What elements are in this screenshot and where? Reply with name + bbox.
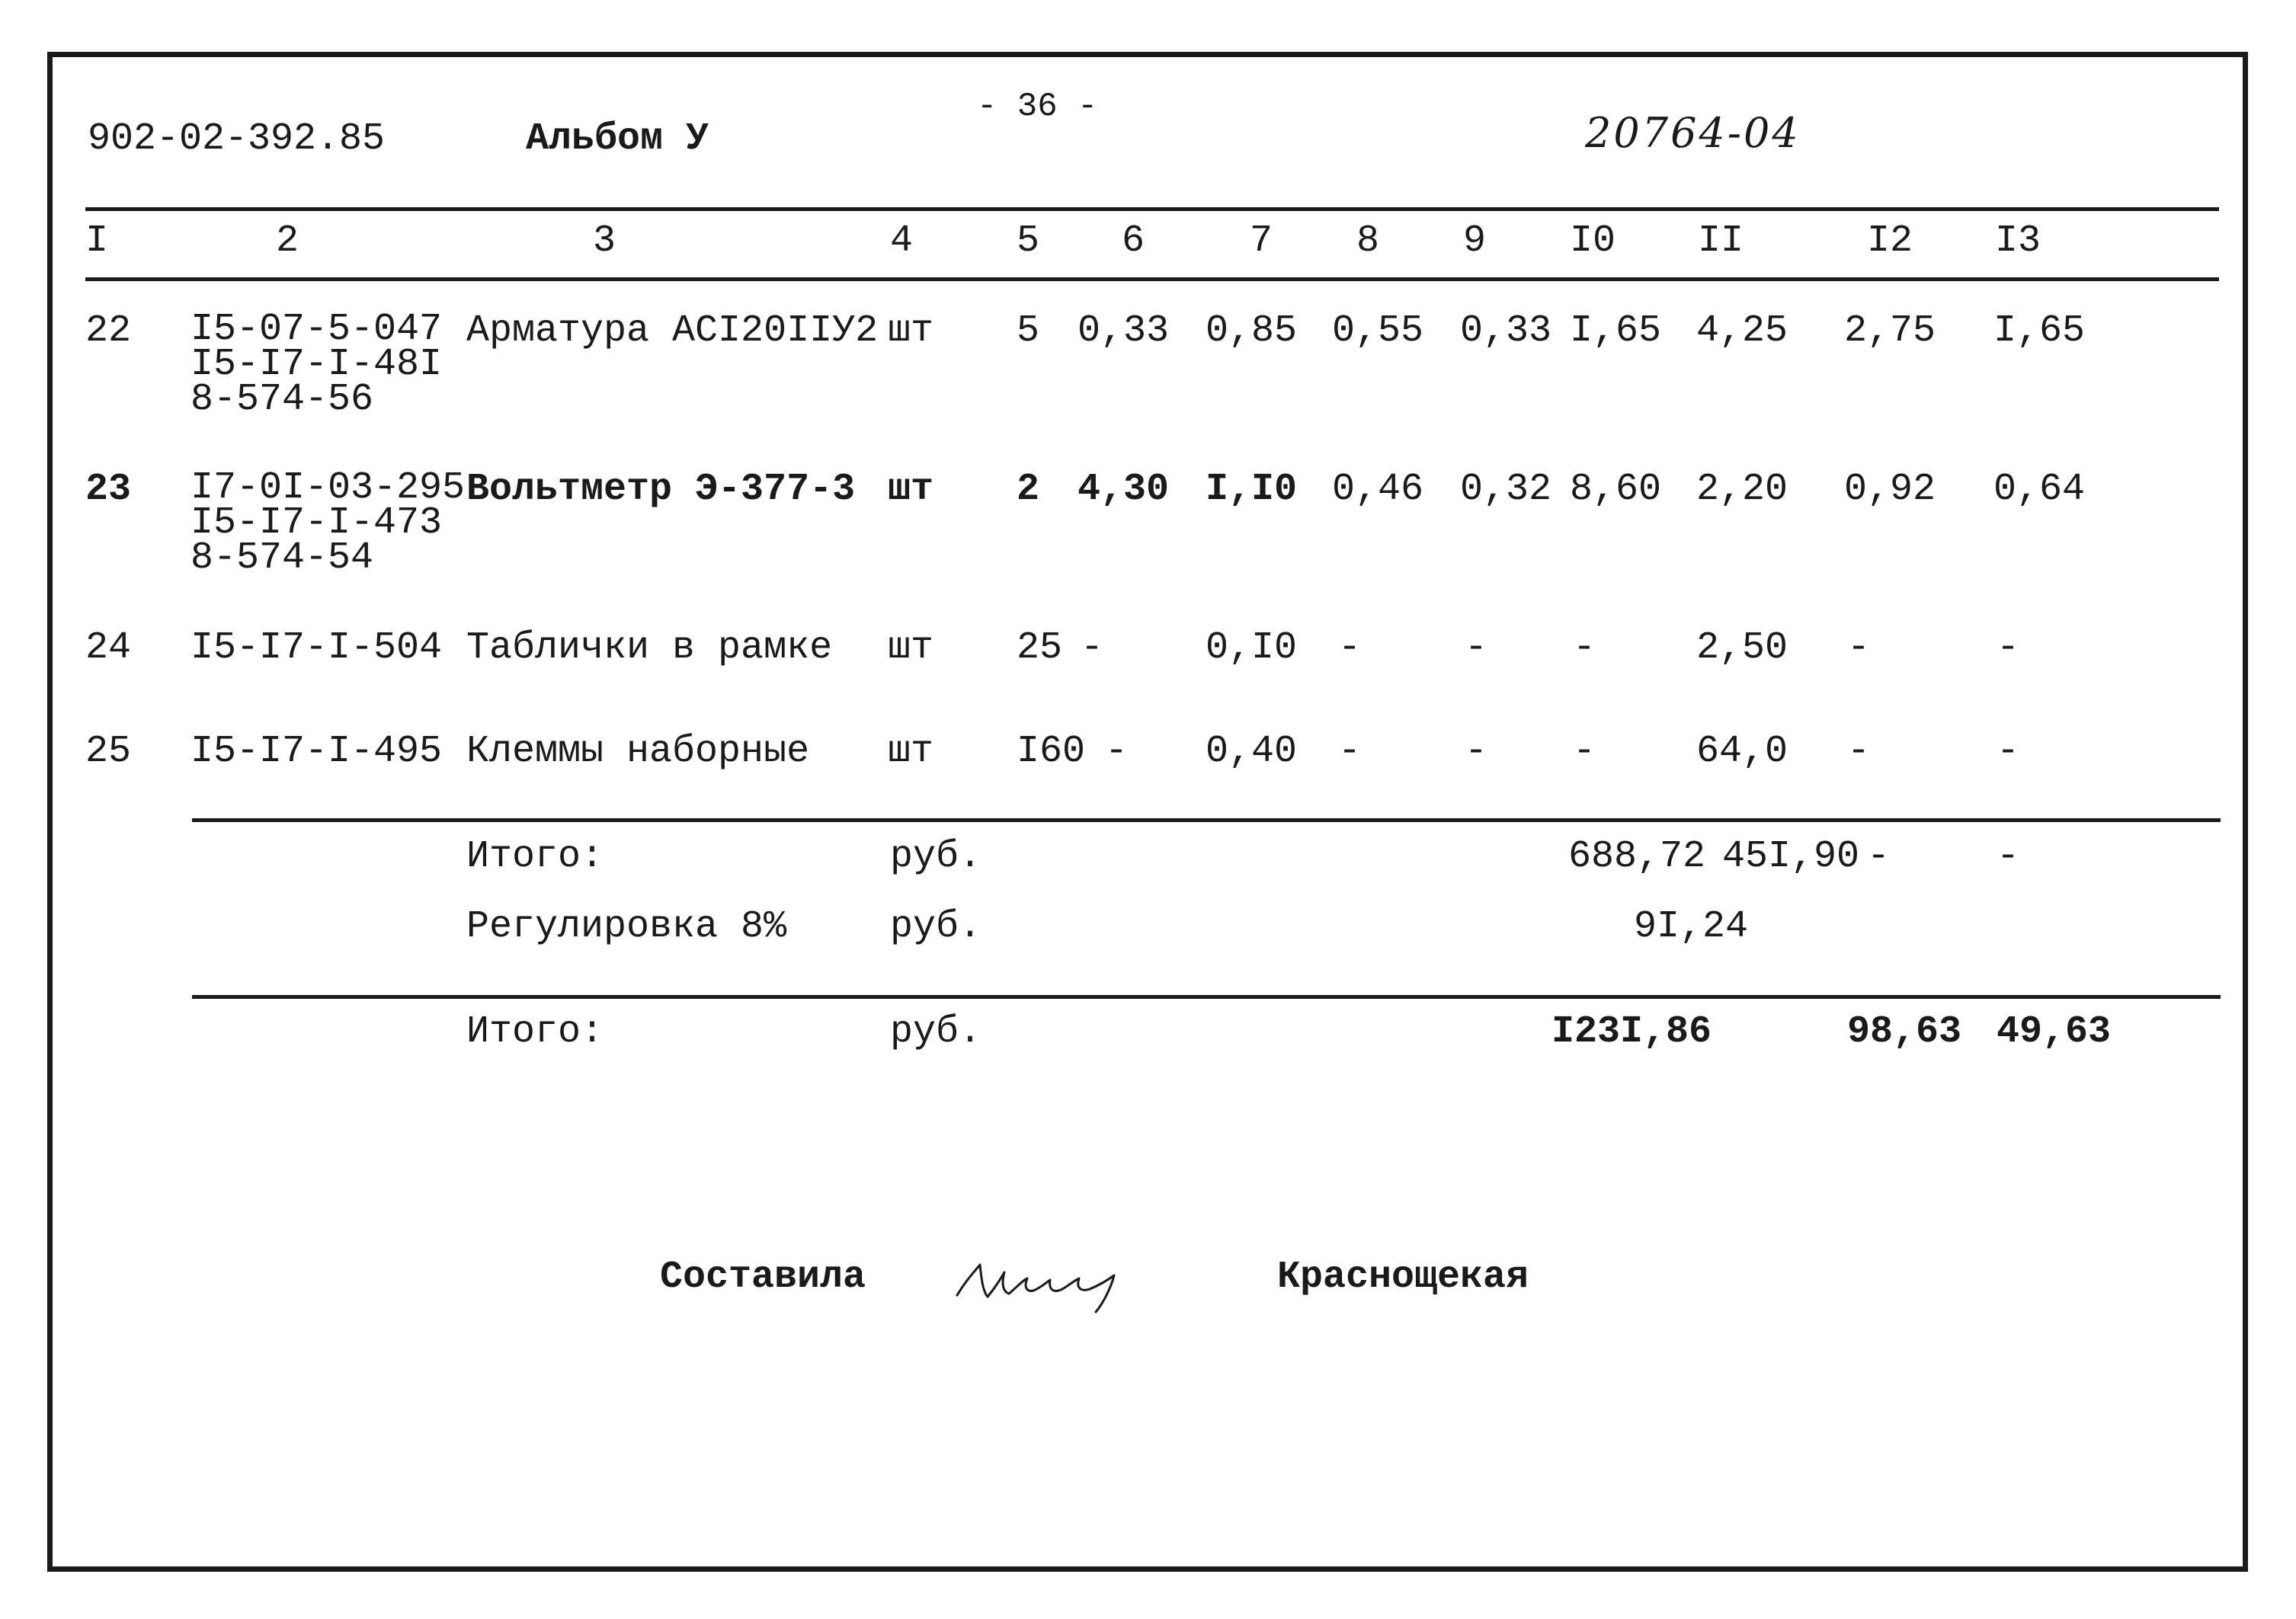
row-24-c9: - xyxy=(1465,626,1488,670)
row-22-c13: I,65 xyxy=(1993,309,2086,353)
row-25-c5: I60 xyxy=(1017,730,1086,773)
subtotal-c11: 45I,90 xyxy=(1722,835,1860,878)
adjustment-value: 9I,24 xyxy=(1634,905,1749,949)
row-24-c5: 25 xyxy=(1017,626,1063,670)
col-header-8: 8 xyxy=(1356,219,1380,263)
signature-icon xyxy=(951,1249,1157,1318)
row-24-name: Таблички в рамке xyxy=(466,626,833,670)
col-header-4: 4 xyxy=(890,219,914,263)
grand-total-c10: I23I,86 xyxy=(1551,1010,1712,1054)
grand-total-rule xyxy=(192,995,2221,999)
subtotal-label: Итого: xyxy=(466,835,604,878)
adjustment-label: Регулировка 8% xyxy=(466,905,787,949)
col-header-7: 7 xyxy=(1250,219,1273,263)
row-25-c12: - xyxy=(1847,730,1871,773)
row-22-name: Арматура АСI20IIУ2 xyxy=(466,309,879,353)
row-24-code-1: I5-I7-I-504 xyxy=(191,626,443,670)
row-23-c5: 2 xyxy=(1017,468,1040,511)
grand-total-unit: руб. xyxy=(890,1010,982,1054)
row-22-c7: 0,85 xyxy=(1206,309,1298,353)
row-22-c6: 0,33 xyxy=(1078,309,1170,353)
document-code: 902-02-392.85 xyxy=(88,117,386,161)
subtotal-c10: 688,72 xyxy=(1568,835,1706,878)
col-header-11: II xyxy=(1698,219,1744,263)
row-25-unit: шт xyxy=(888,730,934,773)
row-25-c6: - xyxy=(1105,730,1129,773)
row-23-number: 23 xyxy=(85,468,132,511)
col-header-3: 3 xyxy=(593,219,616,263)
row-23-c9: 0,32 xyxy=(1460,468,1552,511)
row-23-code-3: 8-574-54 xyxy=(191,536,374,580)
row-23-code-1: I7-0I-03-295 xyxy=(191,466,466,510)
row-22-c10: I,65 xyxy=(1570,309,1662,353)
row-22-c11: 4,25 xyxy=(1696,309,1788,353)
row-24-c7: 0,I0 xyxy=(1206,626,1298,670)
subtotal-rule xyxy=(192,818,2221,822)
subtotal-c12: - xyxy=(1867,835,1891,878)
adjustment-unit: руб. xyxy=(890,905,982,949)
row-22-number: 22 xyxy=(85,309,132,353)
col-header-10: I0 xyxy=(1570,219,1616,263)
row-25-c10: - xyxy=(1573,730,1596,773)
row-23-name: Вольтметр Э-377-3 xyxy=(466,468,856,511)
row-22-c8: 0,55 xyxy=(1332,309,1424,353)
row-25-name: Клеммы наборные xyxy=(466,730,810,773)
row-22-c9: 0,33 xyxy=(1460,309,1552,353)
row-22-c5: 5 xyxy=(1017,309,1040,353)
row-24-c12: - xyxy=(1847,626,1871,670)
col-header-5: 5 xyxy=(1017,219,1040,263)
row-23-c11: 2,20 xyxy=(1696,468,1788,511)
row-23-c10: 8,60 xyxy=(1570,468,1662,511)
row-23-code-2: I5-I7-I-473 xyxy=(191,501,443,545)
row-22-unit: шт xyxy=(888,309,934,353)
header-bottom-rule xyxy=(85,277,2219,281)
row-23-c13: 0,64 xyxy=(1993,468,2086,511)
album-label: Альбом У xyxy=(526,117,709,161)
subtotal-c13: - xyxy=(1997,835,2020,878)
row-24-unit: шт xyxy=(888,626,934,670)
col-header-6: 6 xyxy=(1122,219,1145,263)
col-header-1: I xyxy=(85,219,109,263)
inventory-number: 20764-04 xyxy=(1585,109,1801,157)
grand-total-c12: 98,63 xyxy=(1847,1010,1962,1054)
row-24-c13: - xyxy=(1997,626,2020,670)
row-23-c8: 0,46 xyxy=(1332,468,1424,511)
col-header-2: 2 xyxy=(276,219,299,263)
row-25-number: 25 xyxy=(85,730,132,773)
row-22-code-1: I5-07-5-047 xyxy=(191,308,443,351)
row-24-c10: - xyxy=(1573,626,1596,670)
composer-name: Краснощекая xyxy=(1277,1256,1529,1299)
grand-total-label: Итого: xyxy=(466,1010,604,1054)
header-top-rule xyxy=(85,207,2219,211)
row-22-code-2: I5-I7-I-48I xyxy=(191,343,443,386)
row-22-code-3: 8-574-56 xyxy=(191,378,374,421)
row-25-c8: - xyxy=(1338,730,1362,773)
row-23-c12: 0,92 xyxy=(1844,468,1936,511)
row-23-c6: 4,30 xyxy=(1078,468,1170,511)
row-23-c7: I,I0 xyxy=(1206,468,1298,511)
row-25-c9: - xyxy=(1465,730,1488,773)
row-24-c6: - xyxy=(1081,626,1104,670)
subtotal-unit: руб. xyxy=(890,835,982,878)
row-24-number: 24 xyxy=(85,626,132,670)
row-25-code-1: I5-I7-I-495 xyxy=(191,730,443,773)
row-24-c8: - xyxy=(1338,626,1362,670)
row-24-c11: 2,50 xyxy=(1696,626,1788,670)
page-number: - 36 - xyxy=(977,88,1098,126)
composed-by-label: Составила xyxy=(660,1256,866,1299)
row-25-c7: 0,40 xyxy=(1206,730,1298,773)
col-header-9: 9 xyxy=(1463,219,1487,263)
row-22-c12: 2,75 xyxy=(1844,309,1936,353)
grand-total-c13: 49,63 xyxy=(1997,1010,2112,1054)
col-header-13: I3 xyxy=(1995,219,2041,263)
row-23-unit: шт xyxy=(888,468,934,511)
col-header-12: I2 xyxy=(1867,219,1913,263)
row-25-c13: - xyxy=(1997,730,2020,773)
row-25-c11: 64,0 xyxy=(1696,730,1788,773)
